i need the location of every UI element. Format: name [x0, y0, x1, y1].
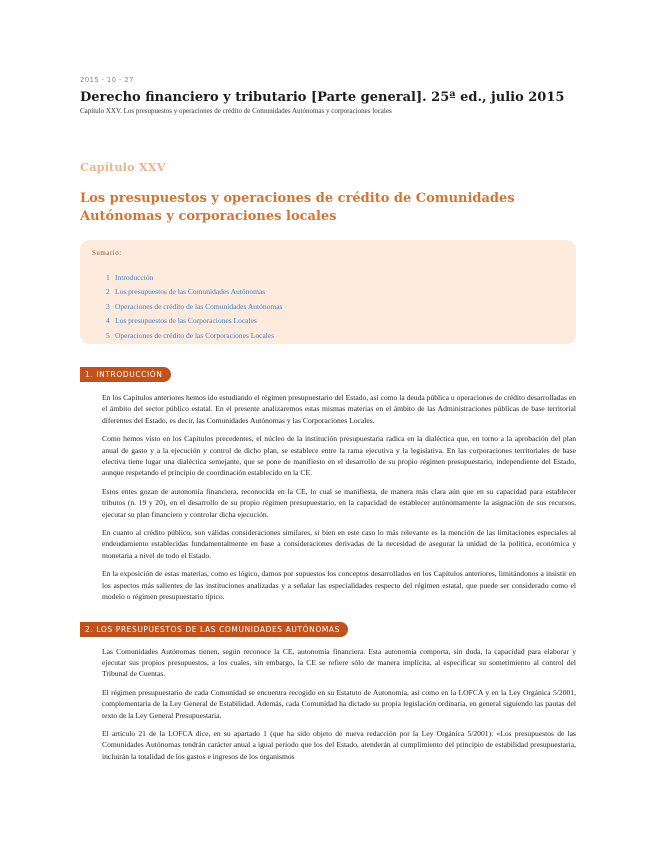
document-subtitle: Capítulo XXV. Los presupuestos y operaciones de crédito de Comunidades Autónomas y corporaciones locales	[80, 107, 392, 115]
summary-label: Sumario:	[92, 249, 122, 257]
section-heading: 2. LOS PRESUPUESTOS DE LAS COMUNIDADES AUTÓNOMAS	[80, 622, 348, 637]
paragraph: En la exposición de estas materias, como es lógico, damos por supuestos los conceptos desarrollados en los Capítulos anteriores, limitándonos a insistir en los aspectos más salientes de las instituciones analizadas y a señalar las especialidades respecto del régimen estatal, que puede ser considerado como el modelo o régimen presupuestario típico.	[102, 569, 576, 602]
summary-item-link[interactable]: Operaciones de crédito de las Corporaciones Locales	[115, 330, 275, 340]
summary-item-link[interactable]: Introducción	[115, 273, 154, 282]
summary-item-link[interactable]: Los presupuestos de las Corporaciones Locales	[115, 316, 257, 326]
paragraph: En los Capítulos anteriores hemos ido estudiando el régimen presupuestario del Estado, así como la deuda pública u operaciones de crédito desarrolladas en el ámbito del sector público estatal. En el presente analizaremos estas mismas materias en el ámbito de las Administraciones públicas de base territorial diferentes del Estado, es decir, las Comunidades Autónomas y las Corporaciones Locales.	[102, 393, 576, 425]
paragraph: Como hemos visto en los Capítulos precedentes, el núcleo de la institución presupuestaria radica en la dialéctica que, en torno a la aprobación del plan anual de gasto y a la ejecución y control de dicho plan, se establece entre la rama ejecutiva y la legislativa. En las corporaciones territoriales de base electiva tiene lugar una dialéctica semejante, que se pone de manifiesto en el desarrollo de su propio régimen presupuestario, independiente del Estado, aunque respetando el principio de coordinación establecido en la CE.	[102, 434, 576, 478]
summary-item-presupuestos-ccaa[interactable]	[106, 285, 564, 299]
summary-item-number: 4	[106, 316, 110, 326]
summary-item-introduccion[interactable]	[106, 271, 564, 285]
section-presupuestos-ccaa	[80, 617, 576, 763]
document-date: 2015 - 10 - 27	[80, 76, 134, 84]
summary-item-presupuestos-locales[interactable]	[106, 314, 564, 328]
summary-item-credito-locales[interactable]	[106, 329, 564, 343]
section-body	[80, 392, 576, 603]
summary-box	[80, 240, 576, 344]
paragraph: En cuanto al crédito público, son válidas consideraciones similares, si bien en este caso lo más relevante es la mención de las limitaciones especiales al endeudamiento establecidas fundamentalmente en base a consideraciones derivadas de la necesidad de asegurar la unidad de la política, económica y monetaria a nivel de todo el Estado.	[102, 528, 576, 560]
summary-list	[92, 271, 564, 343]
paragraph: Las Comunidades Autónomas tienen, según reconoce la CE, autonomía financiera. Esta autonomía comporta, sin duda, la capacidad para elaborar y ejecutar sus propios presupuestos, a los cuales, sin embargo, la CE se refiere sólo de manera implícita, al especificar su sometimiento al control del Tribunal de Cuentas.	[102, 646, 576, 679]
section-heading: 1. INTRODUCCIÓN	[80, 367, 171, 382]
summary-item-link[interactable]: Los presupuestos de las Comunidades Autónomas	[115, 287, 266, 297]
paragraph: El artículo 21 de la LOFCA dice, en su apartado 1 (que ha sido objeto de nueva redacción por la Ley Orgánica 5/2001): «Los presupuestos de las Comunidades Autónomas tendrán carácter anual a igual periodo que los del Estado, atenderán al cumplimiento del principio de estabilidad presupuestaria, incluirán la totalidad de los gastos e ingresos de los organismos	[102, 728, 576, 761]
summary-item-number: 2	[106, 287, 110, 297]
chapter-title: Los presupuestos y operaciones de crédito de Comunidades Autónomas y corporaciones locales	[80, 191, 515, 224]
paragraph: El régimen presupuestario de cada Comunidad se encuentra recogido en su Estatuto de Autonomía, así como en la LOFCA y en la Ley Orgánica 5/2001, complementaria de la Ley General de Estabilidad. Además, cada Comunidad ha dictado su propia legislación ordinaria, en general siguiendo las pautas del texto de la Ley General Presupuestaria.	[102, 687, 576, 720]
summary-item-number: 3	[106, 301, 110, 311]
section-body	[80, 646, 576, 763]
summary-item-number: 5	[106, 330, 110, 340]
summary-item-credito-ccaa[interactable]	[106, 300, 564, 314]
summary-item-link[interactable]: Operaciones de crédito de las Comunidades Autónomas	[115, 301, 283, 311]
chapter-label: Capítulo XXV	[80, 160, 166, 174]
document-page	[80, 76, 576, 762]
section-introduccion	[80, 362, 576, 603]
paragraph: Estos entes gozan de autonomía financiera, reconocida en la CE, lo cual se manifiesta, de manera más clara aún que en su capacidad para establecer tributos (n. 19 y 20), en el desarrollo de su propio régimen presupuestario, en la capacidad de establecer autónomamente la asignación de sus recursos, ejecutar su plan financiero y controlar dicha ejecución.	[102, 486, 576, 519]
summary-item-number: 1	[106, 273, 110, 282]
document-title: Derecho financiero y tributario [Parte general]. 25ª ed., julio 2015	[80, 90, 565, 105]
